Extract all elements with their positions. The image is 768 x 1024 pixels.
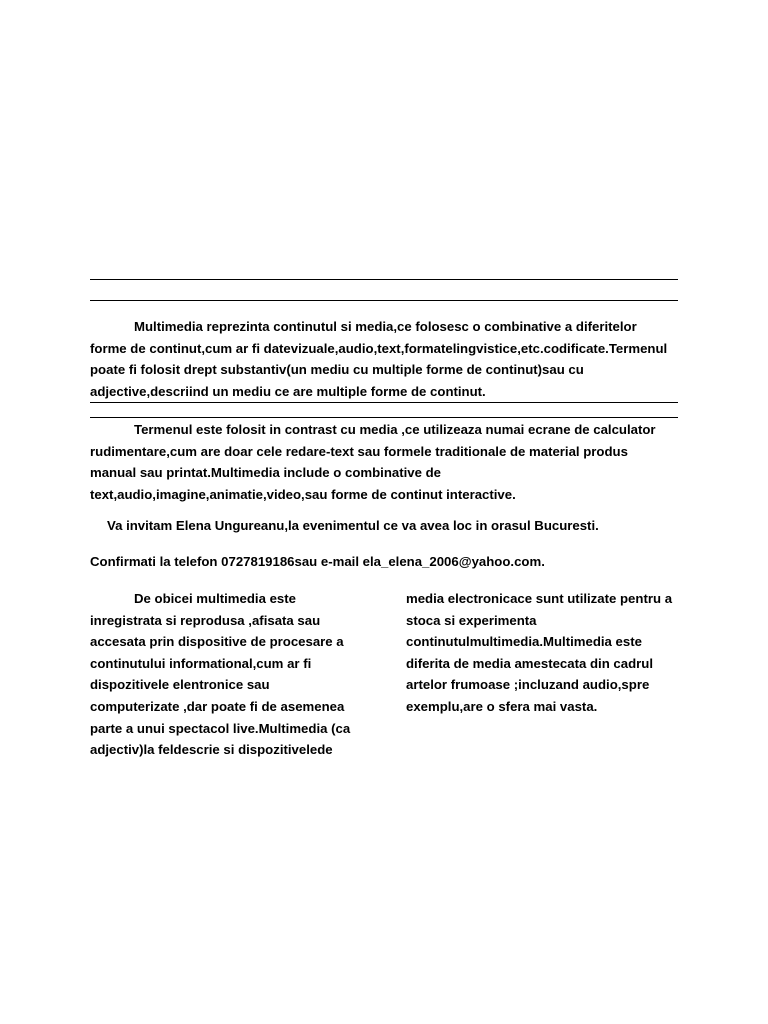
paragraph-line: adjective,descriind un mediu ce are multiple forme de continut. — [90, 383, 486, 399]
horizontal-rule-3 — [90, 402, 678, 403]
invitation-line: Va invitam Elena Ungureanu,la evenimentul ce va avea loc in orasul Bucuresti. — [107, 518, 599, 533]
paragraph-line: forme de continut,cum ar fi datevizuale,audio,text,formatelingvistice,etc.codificate.Termenul — [90, 340, 668, 356]
column-right — [406, 588, 681, 718]
paragraph-multimedia-definition — [90, 316, 682, 402]
paragraph-line: Termenul este folosit in contrast cu media ,ce utilizeaza numai ecrane de calculator — [134, 422, 656, 437]
column-line: continutului informational,cum ar fi — [90, 655, 312, 671]
paragraph-line: text,audio,imagine,animatie,video,sau forme de continut interactive. — [90, 486, 516, 502]
column-line: artelor frumoase ;incluzand audio,spre — [406, 677, 650, 693]
column-left — [90, 588, 360, 761]
column-line: diferita de media amestecata din cadrul — [406, 655, 653, 671]
column-line: parte a unui spectacol live.Multimedia (ca — [90, 720, 351, 736]
column-line: adjectiv)la feldescrie si dispozitivelede — [90, 742, 333, 758]
paragraph-line: Multimedia reprezinta continutul si media,ce folosesc o combinative a diferitelor — [134, 319, 637, 334]
horizontal-rule-4 — [90, 417, 678, 418]
paragraph-multimedia-contrast — [90, 419, 682, 505]
confirmation-line: Confirmati la telefon 0727819186sau e-mail ela_elena_2006@yahoo.com. — [90, 554, 545, 569]
column-line: De obicei multimedia este — [134, 591, 296, 606]
column-line: stoca si experimenta — [406, 612, 537, 628]
horizontal-rule-1 — [90, 279, 678, 280]
column-line: exemplu,are o sfera mai vasta. — [406, 698, 598, 714]
column-line: inregistrata si reprodusa ,afisata sau — [90, 612, 321, 628]
column-line: accesata prin dispositive de procesare a — [90, 634, 344, 650]
horizontal-rule-2 — [90, 300, 678, 301]
column-line: continutulmultimedia.Multimedia este — [406, 634, 642, 650]
paragraph-line: manual sau printat.Multimedia include o combinative de — [90, 465, 441, 481]
column-line: media electronicace sunt utilizate pentru a — [406, 591, 673, 606]
column-line: dispozitivele elentronice sau — [90, 677, 270, 693]
paragraph-line: poate fi folosit drept substantiv(un mediu cu multiple forme de continut)sau cu — [90, 362, 584, 378]
paragraph-line: rudimentare,cum are doar cele redare-text sau formele traditionale de material produs — [90, 443, 628, 459]
column-line: computerizate ,dar poate fi de asemenea — [90, 698, 345, 714]
